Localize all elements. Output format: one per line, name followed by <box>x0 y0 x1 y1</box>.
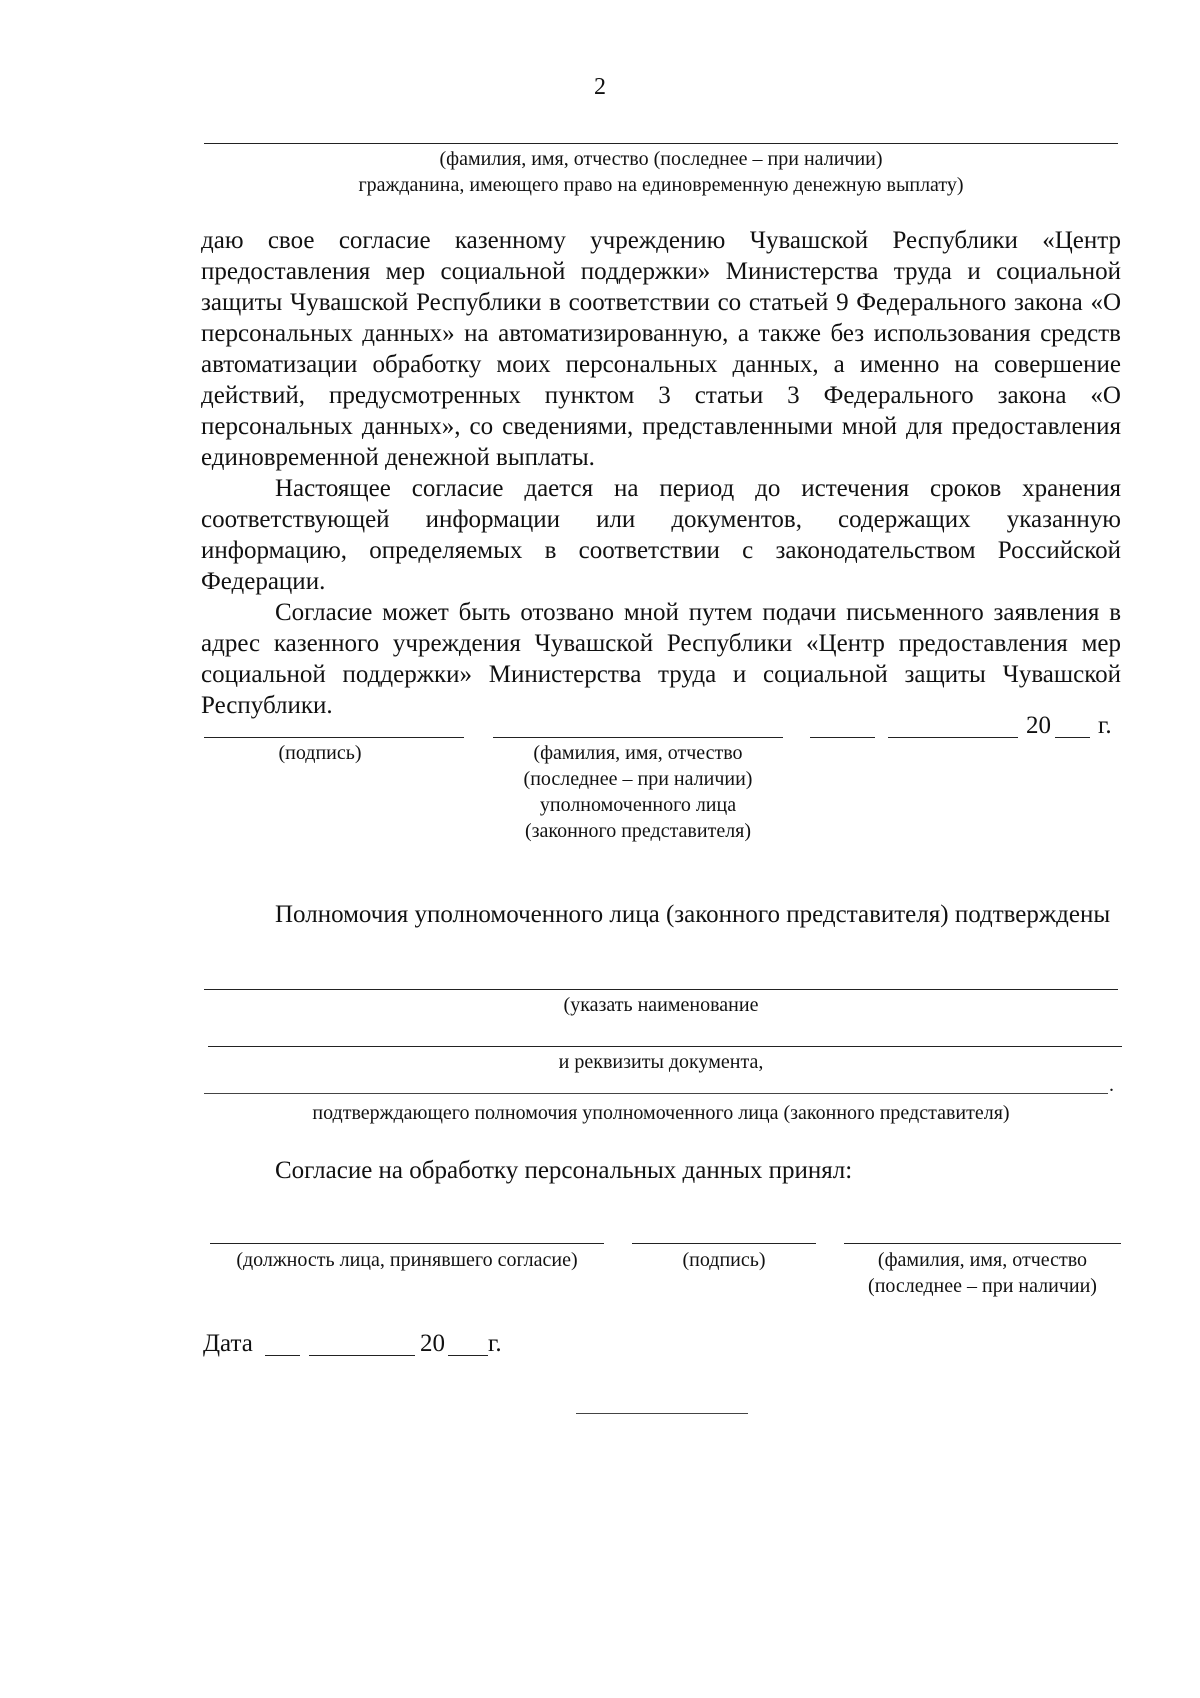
signature-caption: (подпись) <box>278 742 362 764</box>
page-number: 2 <box>594 74 606 100</box>
representative-name-caption-3: уполномоченного лица <box>539 794 737 816</box>
consent-paragraph-1: даю свое согласие казенному учреждению Чувашской Республики «Центр предоставления мер социальной поддержки» Министерства труда и социальной защиты Чувашской Республики в соответствии со статьей 9 Федерального закона «О персональных данных» на автоматизированную, а также без использования средств автоматизации обработку моих персональных данных, а именно на совершение действий, предусмотренных пунктом 3 статьи 3 Федерального закона «О персональных данных», со сведениями, представленными мной для предоставления единовременной денежной выплаты. <box>201 227 1121 471</box>
acceptance-month-line <box>309 1355 415 1356</box>
date-label: Дата <box>203 1330 253 1357</box>
acceptance-year-suffix: г. <box>488 1330 502 1357</box>
date-year-suffix: г. <box>1098 712 1112 739</box>
acceptor-name-line <box>844 1243 1121 1244</box>
representative-name-line <box>493 737 783 738</box>
authority-paragraph: Полномочия уполномоченного лица (законного представителя) подтверждены <box>275 901 1111 928</box>
acceptance-year-prefix: 20 <box>420 1330 445 1357</box>
date-month-line <box>888 737 1018 738</box>
acceptor-position-caption: (должность лица, принявшего согласие) <box>236 1249 578 1271</box>
acceptance-paragraph: Согласие на обработку персональных данных принял: <box>275 1157 853 1184</box>
acceptor-name-caption-2: (последнее – при наличии) <box>868 1275 1097 1297</box>
acceptor-position-line <box>210 1243 604 1244</box>
consent-paragraph-2: Настоящее согласие дается на период до истечения сроков хранения соответствующей информации или документов, содержащих указанную информацию, определяемых в соответствии с законодательством Российской Федерации. <box>201 475 1121 595</box>
authority-document-line-3 <box>204 1093 1108 1094</box>
authority-text <box>201 899 1121 930</box>
authority-caption-1: (указать наименование <box>563 994 759 1016</box>
date-day-line <box>810 737 875 738</box>
authority-document-line-1 <box>204 989 1118 990</box>
representative-name-caption-2: (последнее – при наличии) <box>523 768 753 790</box>
acceptance-day-line <box>265 1355 300 1356</box>
consent-paragraph-3: Согласие может быть отозвано мной путем подачи письменного заявления в адрес казенного учреждения Чувашской Республики «Центр предоставления мер социальной поддержки» Министерства труда и социальной защиты Чувашской Республики. <box>201 599 1121 719</box>
acceptor-name-caption-1: (фамилия, имя, отчество <box>877 1249 1088 1271</box>
signature-line <box>204 737 464 738</box>
authority-document-line-2 <box>208 1046 1122 1047</box>
acceptor-signature-caption: (подпись) <box>682 1249 766 1271</box>
representative-name-caption-1: (фамилия, имя, отчество <box>533 742 743 764</box>
representative-name-caption-4: (законного представителя) <box>524 820 752 842</box>
authority-caption-3: подтверждающего полномочия уполномоченного лица (законного представителя) <box>312 1102 1010 1124</box>
date-year-line <box>1055 737 1090 738</box>
end-of-document-rule <box>576 1413 748 1414</box>
citizen-name-caption-2: гражданина, имеющего право на единовременную денежную выплату) <box>358 174 964 196</box>
acceptor-signature-line <box>632 1243 816 1244</box>
acceptance-year-line <box>448 1355 488 1356</box>
date-year-prefix: 20 <box>1026 712 1051 739</box>
consent-body <box>201 225 1121 721</box>
citizen-name-line <box>204 143 1118 144</box>
citizen-name-caption-1: (фамилия, имя, отчество (последнее – при наличии) <box>439 148 883 170</box>
authority-end-mark: . <box>1109 1074 1114 1096</box>
authority-caption-2: и реквизиты документа, <box>558 1051 764 1073</box>
acceptance-text <box>201 1155 1121 1186</box>
